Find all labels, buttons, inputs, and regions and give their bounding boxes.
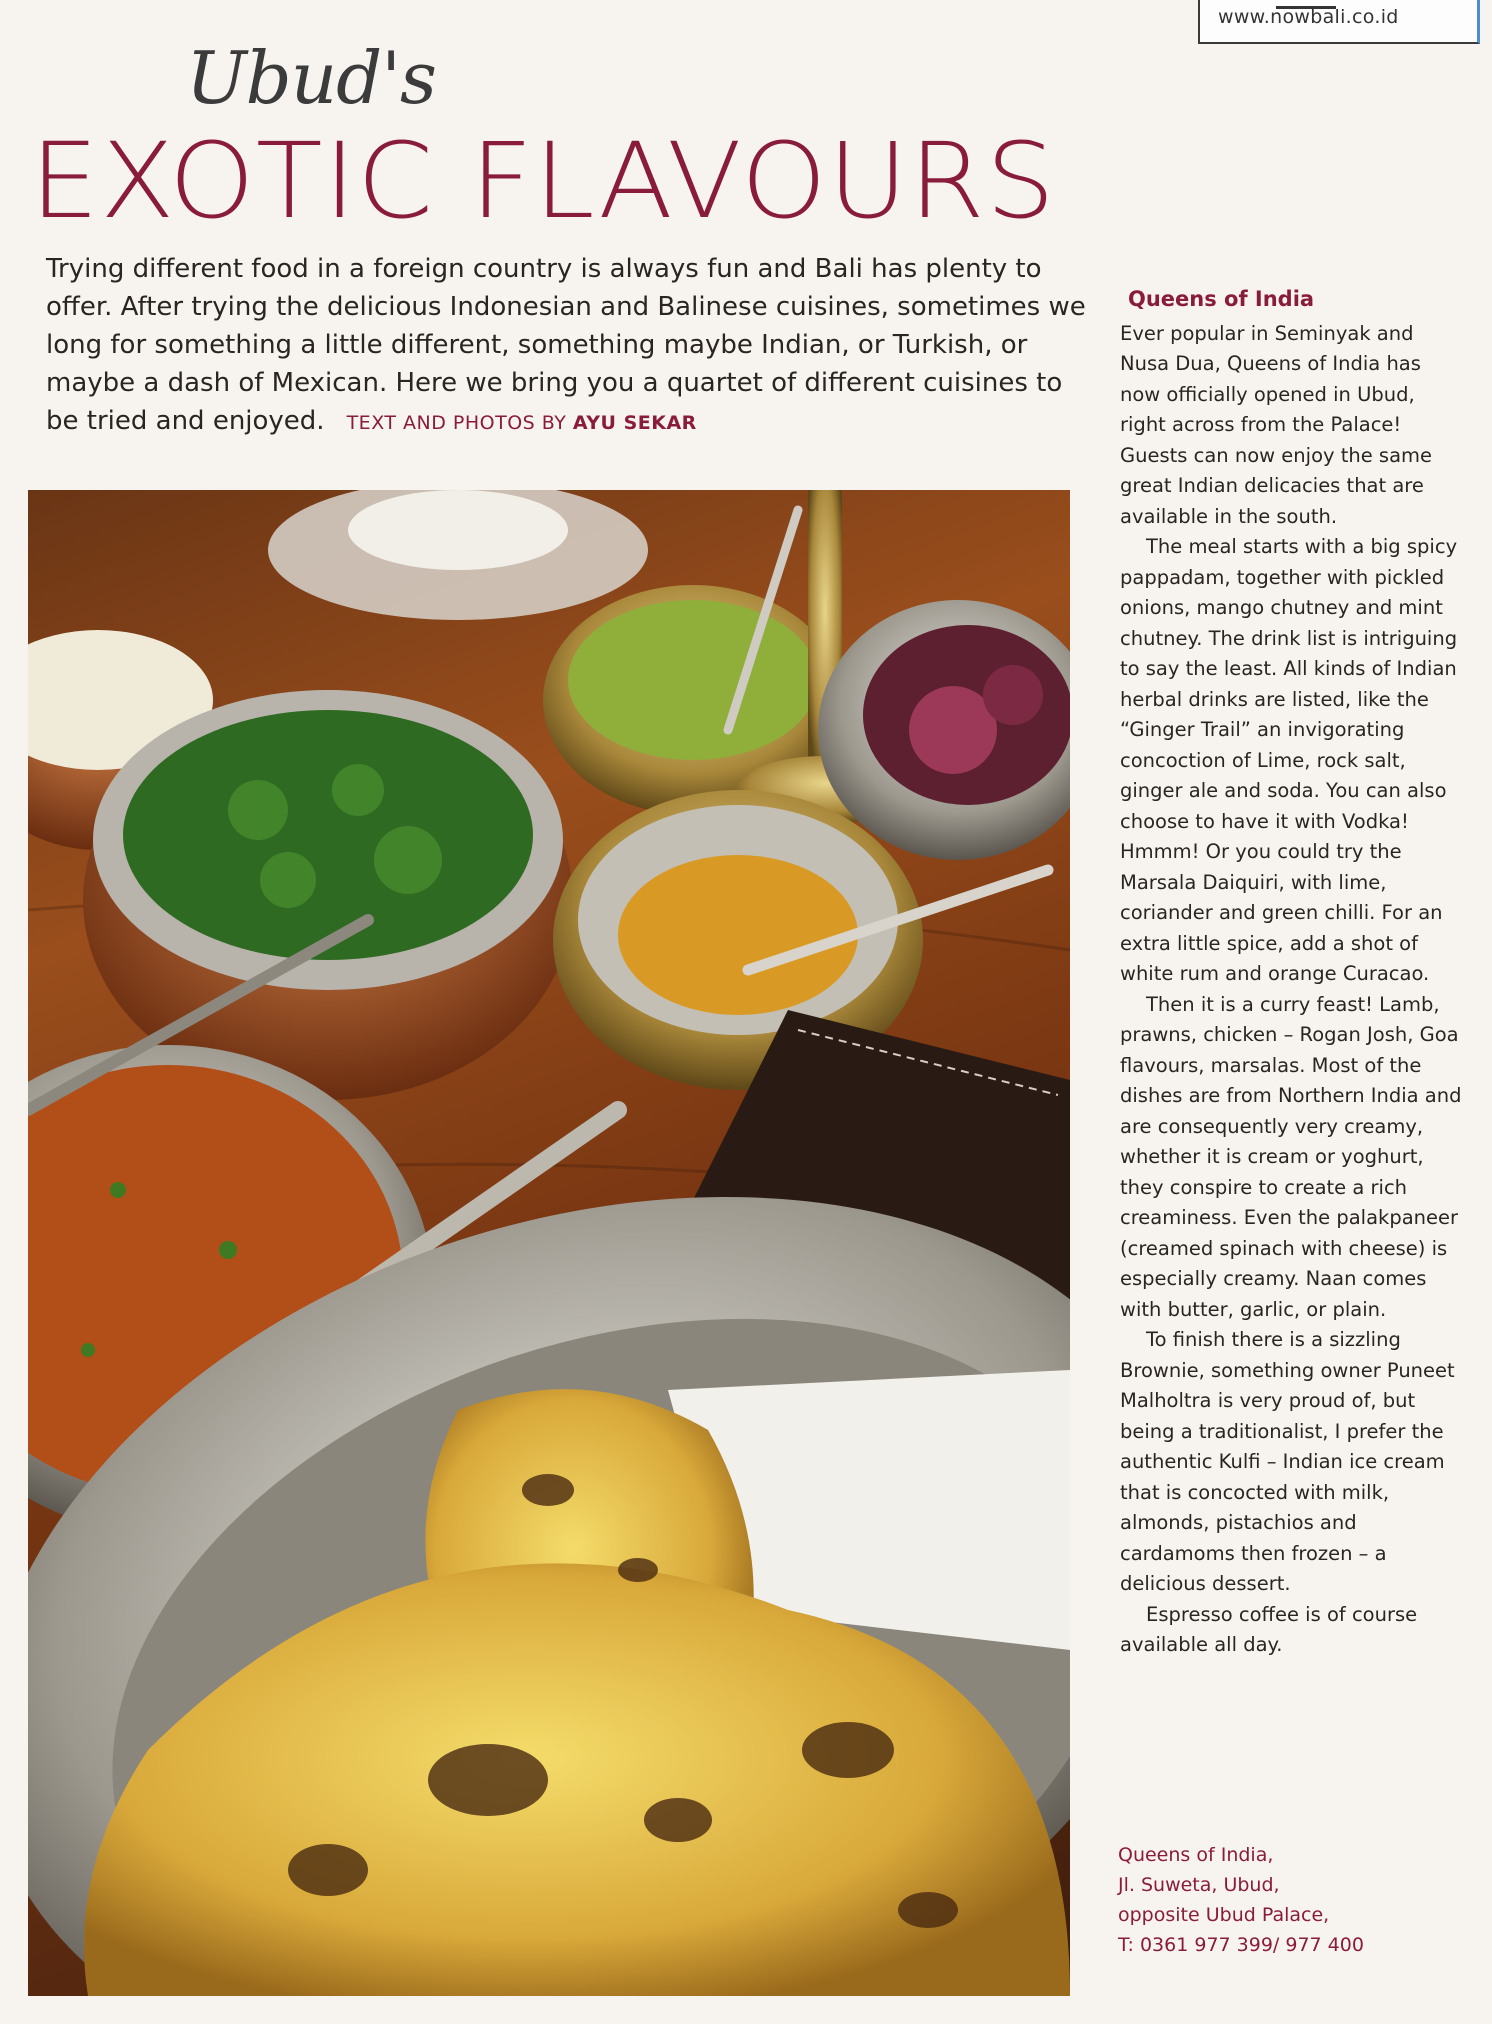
food-photo-illustration (28, 490, 1070, 1996)
address-line: Queens of India, (1118, 1844, 1274, 1866)
website-url: www.nowbali.co.id (1218, 6, 1399, 28)
intro-text: Trying different food in a foreign country is always fun and Bali has plenty to offer. After trying the delicious Indonesian and Balinese cuisines, sometimes we long for something a little different, something maybe Indian, or Turkish, or maybe a dash of Mexican. Here we bring you a quartet of different cuisines to be tried and enjoyed. (46, 254, 1086, 436)
address-line: opposite Ubud Palace, (1118, 1904, 1330, 1926)
address-line: Jl. Suweta, Ubud, (1118, 1874, 1280, 1896)
article-heading: Queens of India (1128, 287, 1315, 311)
article-paragraph-2: The meal starts with a big spicy pappadam, together with pickled onions, mango chutney and mint chutney. The drink list is intriguing to say the least. All kinds of Indian herbal drinks are listed, like the “Ginger Trail” an invigorating concoction of Lime, rock salt, ginger ale and soda. You can also choose to have it with Vodka! Hmmm! Or you could try the Marsala Daiquiri, with lime, coriander and green chilli. For an extra little spice, add a shot of white rum and orange Curacao. (1120, 535, 1458, 985)
article-column (1120, 284, 1465, 1661)
article-paragraph-5: Espresso coffee is of course available all day. (1120, 1602, 1418, 1656)
title-kicker: Ubud's (186, 36, 436, 120)
website-tab (1198, 0, 1480, 44)
intro-paragraph (46, 250, 1086, 442)
restaurant-address (1118, 1840, 1458, 1960)
article-paragraph-4: To finish there is a sizzling Brownie, something owner Puneet Malholtra is very proud of, but being a traditionalist, I prefer the authentic Kulfi – Indian ice cream that is concocted with milk, almonds, pistachios and cardamoms then frozen – a delicious dessert. (1120, 1328, 1455, 1595)
credit-name: AYU SEKAR (572, 412, 697, 434)
photo-credit (347, 412, 697, 434)
page-title: EXOTIC FLAVOURS (30, 120, 1057, 242)
article-paragraph-3: Then it is a curry feast! Lamb, prawns, chicken – Rogan Josh, Goa flavours, marsalas. Most of the dishes are from Northern India and are consequently very creamy, whether it is cream or yoghurt, they conspire to create a rich creaminess. Even the palakpaneer (creamed spinach with cheese) is especially creamy. Naan comes with butter, garlic, or plain. (1120, 992, 1462, 1321)
phone-line: T: 0361 977 399/ 977 400 (1118, 1934, 1364, 1956)
article-paragraph-1: Ever popular in Seminyak and Nusa Dua, Queens of India has now officially opened in Ubud, right across from the Palace! Guests can now enjoy the same great Indian delicacies that are available in the south. (1120, 321, 1433, 528)
food-photo (28, 490, 1070, 1996)
credit-prefix: TEXT AND PHOTOS BY (346, 412, 567, 434)
